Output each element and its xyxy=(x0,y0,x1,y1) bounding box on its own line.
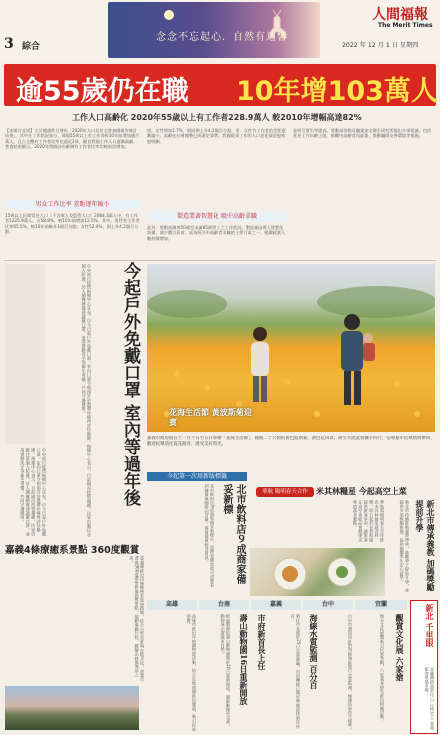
region-body-taichung: 台中市環保局針對海線地區進行水質監測，檢測結果符合標準。 xyxy=(348,614,353,732)
drink-label-subhead: 今起第一次用新版標籤 xyxy=(147,472,247,481)
subhead-gender-body: 15歲以上民間常住人口（不含軍人及監管人口）2084.3萬人中，有工作者1225.9萬人，占58.8%，較10年前增加12.5%。其中，男性有工作者比率65.5%，較10年前略升1個百分點；女性52.4%，則上升4.2個百分點。 xyxy=(5,213,140,235)
regional-strip xyxy=(147,600,407,732)
left-narrow-col: 中央流行疫情指揮中心宣布，自今日起戶外免戴口罩，室內口罩令則預計於農曆年後再評估鬆綁。指揮中心表示，目前國內疫情趨緩，民眾仍應注意個人防護，於人潮擁擠處建議戴口罩，並落實勤洗手等衛生習慣，共同守護健康。 xyxy=(81,264,92,537)
drink-label-body: 北市飲料店9成商家備妥新標示，消費者購買時可清楚看到糖量與咖啡因含量，落實健康飲食資訊。 xyxy=(204,484,215,588)
region-body-yilan: 地方文化展覽吸引民眾參觀，六家業者搶先推出相關活動。 xyxy=(380,614,385,723)
region-tab-chiayi: 嘉義 xyxy=(251,600,301,610)
airline-title: 米其林糧星 今起高空上菜 xyxy=(316,487,407,496)
subhead-gender-gap: 男女工作比率 差距逐年縮小 xyxy=(5,200,140,209)
divider xyxy=(4,260,436,261)
side-box xyxy=(410,600,438,734)
mask-article-body: 中央流行疫情指揮中心宣布，自今日起戶外免戴口罩，室內口罩令則預計於農曆年後再評估鬆綁。指揮中心表示，目前國內疫情趨緩，民眾仍應注意個人防護，於人潮擁擠處建議戴口罩，並落實勤洗手等衛生習慣，共同守護健康。 xyxy=(20,448,47,536)
slogan-banner xyxy=(108,2,320,58)
chiayi-scenic-body: 嘉義縣推出四條療癒系旅遊路線，結合自然美景與在地文化，遊客可透過360度環景影像預覽景點，規劃專屬行程，體驗山林與海岸之美。 xyxy=(129,556,145,682)
section-label: 綜合 xyxy=(22,42,41,52)
left-brief xyxy=(5,264,45,444)
article-col-2: 別，女性增加2.7%，則同期上升4.2個百分點，男、女性有工作者的差距逐漸縮小。高齡化社會趨勢已成既定事實，我國從事工作的人口老化情況愈來愈明顯。 xyxy=(147,128,286,144)
side-box-title: 新北 千里眼 xyxy=(425,604,435,647)
right-column-title: 新北市傳承義教 加碼獎勵提前升學 xyxy=(415,500,436,591)
subhead-manufacturing-body: 此外，勞動部調查50歲至未滿65歲勞工之工作狀況，製造業因導入智慧化設備，減少體力負荷，成為吸引中高齡者求職的主要行業之一，相關就業人數持續增加。 xyxy=(147,225,286,241)
page-number: 3 xyxy=(4,36,14,52)
chiayi-scenic-title: 嘉義4條療癒系景點 360度觀賞 xyxy=(5,545,140,556)
headline-right: 10年增103萬人 xyxy=(236,76,438,107)
drink-label-title: 北市飲料店９成商家備妥新標 xyxy=(221,484,245,584)
region-body-chiayi: 新任市長將於25日宣誓就職，市府團隊已做好準備迎接新任首長。 xyxy=(290,614,301,729)
headline-bar xyxy=(4,64,436,106)
headline-left: 逾55歲仍在職 xyxy=(16,76,189,107)
region-tab-yilan: 宜蘭 xyxy=(355,600,407,610)
region-tab-taichung: 台中 xyxy=(303,600,353,610)
page-header xyxy=(0,0,440,62)
article-col-3: 並明引實失率提高。勞動部勞動及職業安全衛生研究所提出多項建議，包括延長工作年齡上限、鼓勵中高齡者再就業、推動職場友善環境等措施。 xyxy=(293,128,432,139)
slogan-text: 念念不忘起心．自然有迴響 xyxy=(156,32,288,43)
woman-figure xyxy=(251,327,269,402)
photo-scene xyxy=(147,264,435,432)
chiayi-photo xyxy=(5,686,139,730)
brand-logo: 人間福報 xyxy=(372,7,428,23)
airline-body: 華航與陽明春天合作推出米其林綠星蔬食料理，即日起於長程航線提供旅客享用，讓旅客在高空也能品嘗健康美味的蔬食餐點。 xyxy=(352,500,385,542)
brand-english: The Merit Times xyxy=(378,22,433,29)
region-body-tainan: 經過整修的壽山動物園將於16日重新開放，園區動線更完善，動物展示環境更自然。 xyxy=(220,614,231,729)
airline-tag: 華航 陽明春天合作 xyxy=(256,487,314,497)
photo-caption-title: 花海生活節 黃波斯菊迎賓 xyxy=(169,408,252,427)
article-col-1: 【本報台北訊】主計總處昨日發布「2020年人口及住宅普查總報告統計結果」，其中在工作狀況部分，發現55歲以上有工作者較10年前增加逾百萬人，且占全體有工作者比率也逼近2成，顯見我國工作人口逐漸高齡。普查結果顯示，2020年我國各年齡層有工作者比率均較前次增加。 xyxy=(5,128,140,150)
mask-article-title: 今起戶外免戴口罩 室內等過年後 xyxy=(120,262,140,506)
region-title-taichung: 海線水質監測 百分百 xyxy=(309,614,319,689)
flower-field-photo xyxy=(147,264,435,432)
region-title-yilan: 觀賞文化展 六家搶 xyxy=(395,614,405,681)
moon-icon xyxy=(164,10,174,20)
region-tab-tainan: 台南 xyxy=(199,600,249,610)
issue-date: 2022 年 12 月 1 日 星期四 xyxy=(342,42,419,49)
region-tab-kaohsiung: 高雄 xyxy=(147,600,197,610)
airline-food-photo xyxy=(250,548,385,596)
side-box-body: 宜蘭鐵路高架化 白 分特定人 嘉義 藍海建築市場。 xyxy=(424,667,435,730)
region-title-chiayi: 市府新首長上任 xyxy=(257,614,267,670)
region-body-kaohsiung: 高雄市推出年終購物節活動，結合在地商圈推出優惠，吸引民眾消費。 xyxy=(186,614,197,732)
man-with-child-figure xyxy=(341,314,375,405)
region-title-tainan: 壽山動物園16日重新開放 xyxy=(239,614,249,706)
subheadline: 工作人口高齡化 2020年55歲以上有工作者228.9萬人 較2010年增幅高達82% xyxy=(72,113,362,122)
subhead-manufacturing: 製造業著智慧化 吸中高齡求職 xyxy=(147,212,287,221)
right-column-body: 新北市持續推動義教傳承，鼓勵學子提前升學，並提供多項獎勵措施，協助偏鄉學生安心就學。 xyxy=(399,500,410,593)
photo-caption: 嘉義市政府將在十一月十日至五日舉辦「花海生活節」，種植二十公頃的黃色波斯菊，黃色花田景，吸引大批遊客攜手同行，信導嘉市民眾熱情參與，歡迎民眾前往賞花踏青，感受美好時光。 xyxy=(147,436,435,447)
